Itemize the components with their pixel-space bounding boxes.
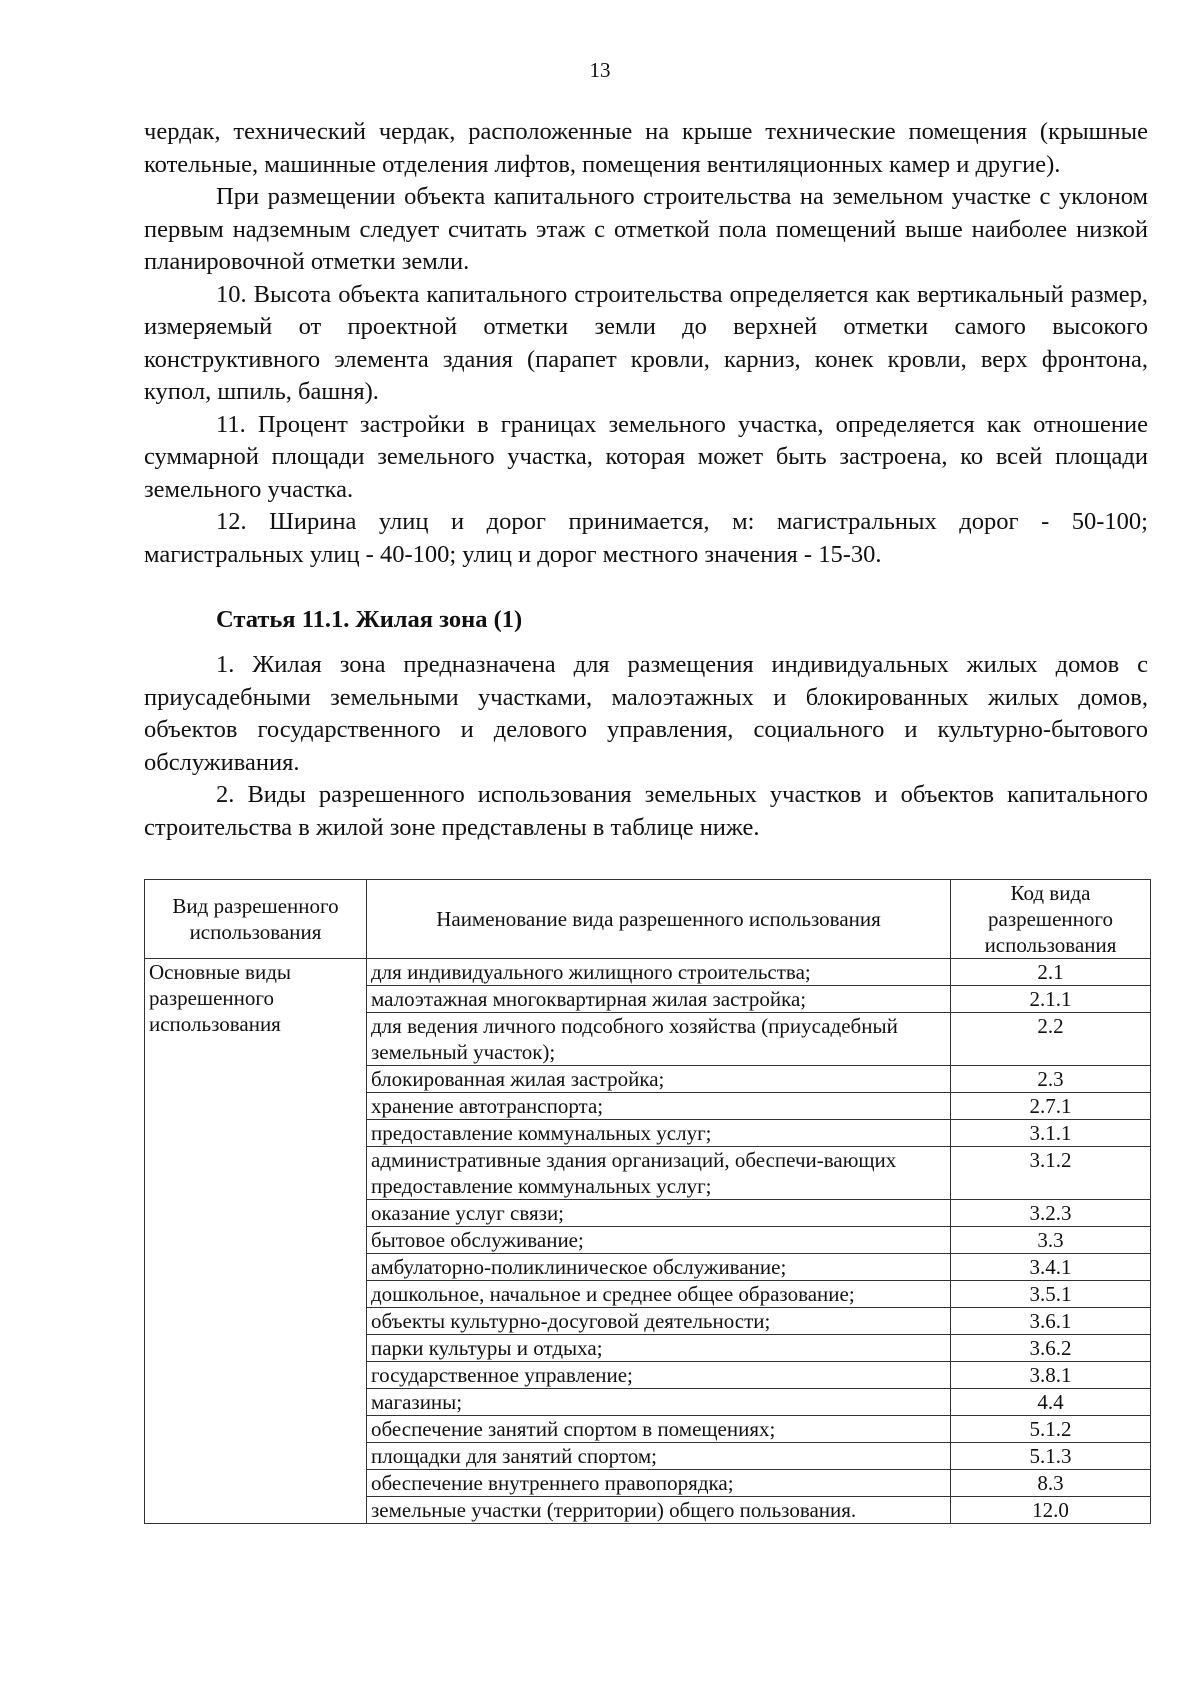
category-cell: Основные виды разрешенного использования (145, 959, 367, 1524)
use-code-cell: 2.3 (951, 1066, 1151, 1093)
use-name-cell: объекты культурно-досуговой деятельности; (367, 1308, 951, 1335)
use-name-cell: парки культуры и отдыха; (367, 1335, 951, 1362)
use-name-cell: обеспечение внутреннего правопорядка; (367, 1470, 951, 1497)
document-body (144, 116, 1148, 844)
permitted-use-table (144, 879, 1151, 1524)
paragraph: чердак, технический чердак, расположенные на крыше технические помещения (крышные котельные, машинные отделения лифтов, помещения вентиляционных камер и другие). (144, 118, 1148, 178)
table-body (145, 959, 1151, 1524)
table-row (145, 959, 1151, 986)
use-name-cell: хранение автотранспорта; (367, 1093, 951, 1120)
use-code-cell: 2.1 (951, 959, 1151, 986)
use-code-cell: 3.3 (951, 1227, 1151, 1254)
article-heading: Статья 11.1. Жилая зона (1) (216, 606, 523, 633)
use-name-cell: площадки для занятий спортом; (367, 1443, 951, 1470)
use-code-cell: 3.5.1 (951, 1281, 1151, 1308)
paragraph: 11. Процент застройки в границах земельного участка, определяется как отношение суммарной площади земельного участка, которая может быть застроена, ко всей площади земельного участка. (144, 410, 1148, 503)
use-code-cell: 8.3 (951, 1470, 1151, 1497)
use-code-cell: 2.7.1 (951, 1093, 1151, 1120)
use-name-cell: магазины; (367, 1389, 951, 1416)
paragraph: 12. Ширина улиц и дорог принимается, м: магистральных дорог - 50-100; магистральных улиц - 40-100; улиц и дорог местного значения - 15-30. (144, 508, 1148, 568)
use-name-cell: амбулаторно-поликлиническое обслуживание; (367, 1254, 951, 1281)
use-name-cell: оказание услуг связи; (367, 1200, 951, 1227)
use-name-cell: малоэтажная многоквартирная жилая застройка; (367, 986, 951, 1013)
paragraph: 10. Высота объекта капитального строительства определяется как вертикальный размер, измеряемый от проектной отметки земли до верхней отметки самого высокого конструктивного элемента здания (парапет кровли, карниз, конек кровли, верх фронтона, купол, шпиль, башня). (144, 280, 1148, 405)
use-code-cell: 2.1.1 (951, 986, 1151, 1013)
use-name-cell: обеспечение занятий спортом в помещениях; (367, 1416, 951, 1443)
use-name-cell: бытовое обслуживание; (367, 1227, 951, 1254)
use-name-cell: для ведения личного подсобного хозяйства (приусадебный земельный участок); (367, 1013, 951, 1066)
header-use-type: Вид разрешенного использования (145, 880, 367, 959)
use-name-cell: блокированная жилая застройка; (367, 1066, 951, 1093)
use-code-cell: 3.1.1 (951, 1120, 1151, 1147)
use-code-cell: 4.4 (951, 1389, 1151, 1416)
table-header-row (145, 880, 1151, 959)
use-code-cell: 3.1.2 (951, 1147, 1151, 1200)
use-code-cell: 5.1.3 (951, 1443, 1151, 1470)
use-name-cell: государственное управление; (367, 1362, 951, 1389)
use-code-cell: 3.6.1 (951, 1308, 1151, 1335)
use-code-cell: 3.6.2 (951, 1335, 1151, 1362)
use-code-cell: 3.4.1 (951, 1254, 1151, 1281)
use-name-cell: земельные участки (территории) общего пользования. (367, 1497, 951, 1524)
use-name-cell: для индивидуального жилищного строительства; (367, 959, 951, 986)
use-code-cell: 12.0 (951, 1497, 1151, 1524)
header-use-code: Код вида разрешенного использования (951, 880, 1151, 959)
article-paragraph: 2. Виды разрешенного использования земельных участков и объектов капитального строительства в жилой зоне представлены в таблице ниже. (144, 781, 1148, 841)
use-code-cell: 2.2 (951, 1013, 1151, 1066)
use-name-cell: административные здания организаций, обеспечи-вающих предоставление коммунальных услуг; (367, 1147, 951, 1200)
use-name-cell: дошкольное, начальное и среднее общее образование; (367, 1281, 951, 1308)
use-name-cell: предоставление коммунальных услуг; (367, 1120, 951, 1147)
header-use-name: Наименование вида разрешенного использования (367, 880, 951, 959)
article-paragraph: 1. Жилая зона предназначена для размещения индивидуальных жилых домов с приусадебными земельными участками, малоэтажных и блокированных жилых домов, объектов государственного и делового управления, социального и культурно-бытового обслуживания. (144, 651, 1148, 776)
use-code-cell: 3.2.3 (951, 1200, 1151, 1227)
page-number: 13 (589, 58, 611, 82)
use-code-cell: 5.1.2 (951, 1416, 1151, 1443)
paragraph: При размещении объекта капитального строительства на земельном участке с уклоном первым надземным следует считать этаж с отметкой пола помещений выше наиболее низкой планировочной отметки земли. (144, 183, 1148, 275)
use-code-cell: 3.8.1 (951, 1362, 1151, 1389)
